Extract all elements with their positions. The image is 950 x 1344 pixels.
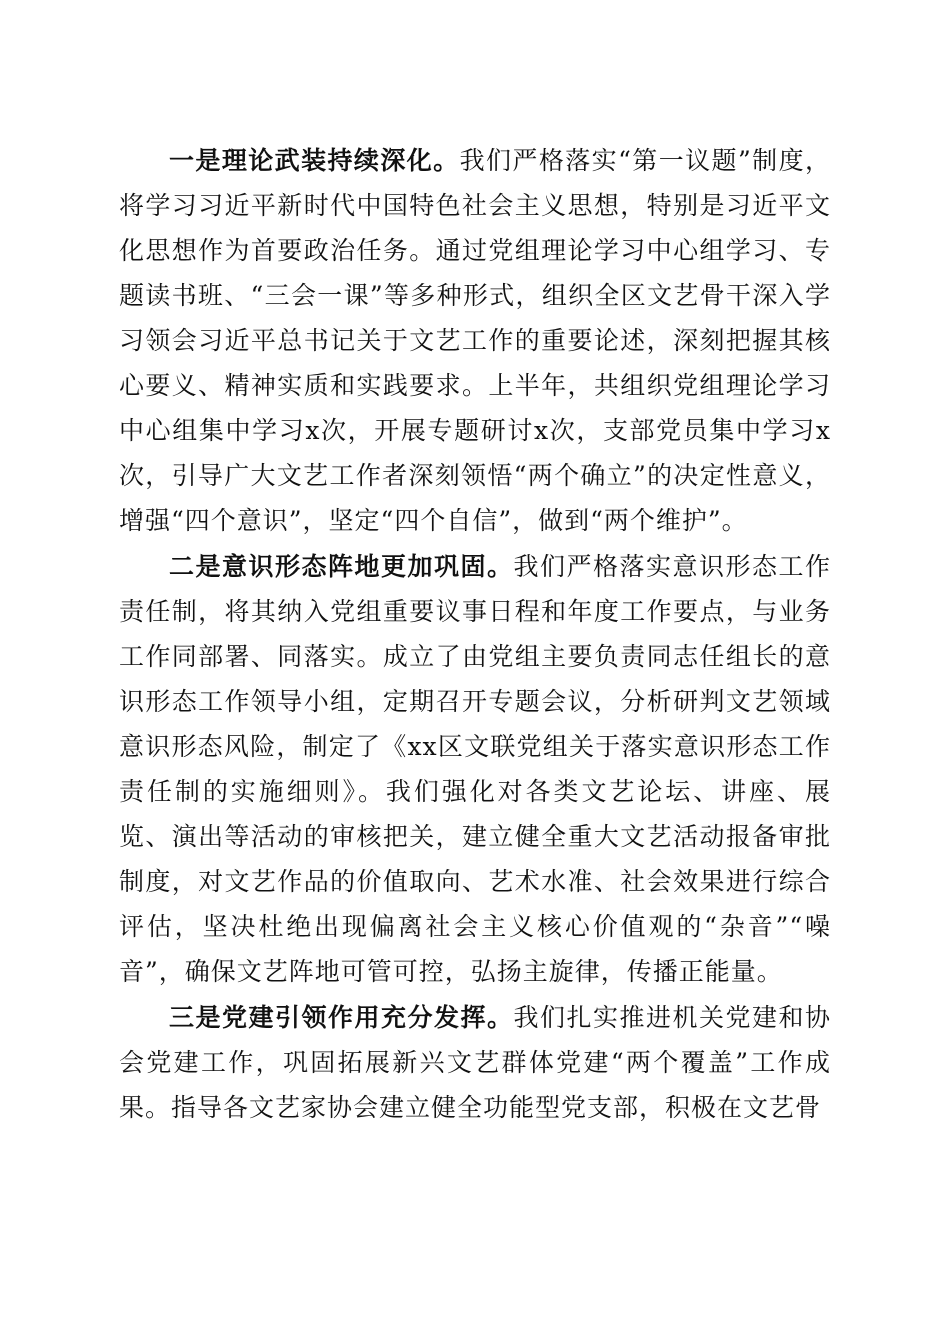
paragraph-lead: 三是党建引领作用充分发挥。: [169, 1003, 514, 1032]
paragraph-text: 我们严格落实“第一议题”制度，将学习习近平新时代中国特色社会主义思想，特别是习近平文化思想作为首要政治任务。通过党组理论学习中心组学习、专题读书班、“三会一课”等多种形式，组织全区文艺骨干深入学习领会习近平总书记关于文艺工作的重要论述，深刻把握其核心要义、精神实质和实践要求。上半年，共组织党组理论学习中心组集中学习x次，开展专题研讨x次，支部党员集中学习x次，引导广大文艺工作者深刻领悟“两个确立”的决定性意义，增强“四个意识”，坚定“四个自信”，做到“两个维护”。: [119, 146, 831, 535]
paragraph-ideology: [119, 544, 831, 994]
paragraph-party-building: [119, 995, 831, 1130]
paragraph-lead: 一是理论武装持续深化。: [169, 146, 460, 175]
paragraph-lead: 二是意识形态阵地更加巩固。: [169, 552, 514, 581]
document-body: [119, 138, 831, 1130]
paragraph-text: 我们扎实推进机关党建和协会党建工作，巩固拓展新兴文艺群体党建“两个覆盖”工作成果。指导各文艺家协会建立健全功能型党支部，积极在文艺骨: [119, 1003, 831, 1122]
paragraph-theory-study: [119, 138, 831, 543]
paragraph-text: 我们严格落实意识形态工作责任制，将其纳入党组重要议事日程和年度工作要点，与业务工作同部署、同落实。成立了由党组主要负责同志任组长的意识形态工作领导小组，定期召开专题会议，分析研判文艺领域意识形态风险，制定了《xx区文联党组关于落实意识形态工作责任制的实施细则》。我们强化对各类文艺论坛、讲座、展览、演出等活动的审核把关，建立健全重大文艺活动报备审批制度，对文艺作品的价值取向、艺术水准、社会效果进行综合评估，坚决杜绝出现偏离社会主义核心价值观的“杂音”“噪音”，确保文艺阵地可管可控，弘扬主旋律，传播正能量。: [119, 552, 831, 986]
